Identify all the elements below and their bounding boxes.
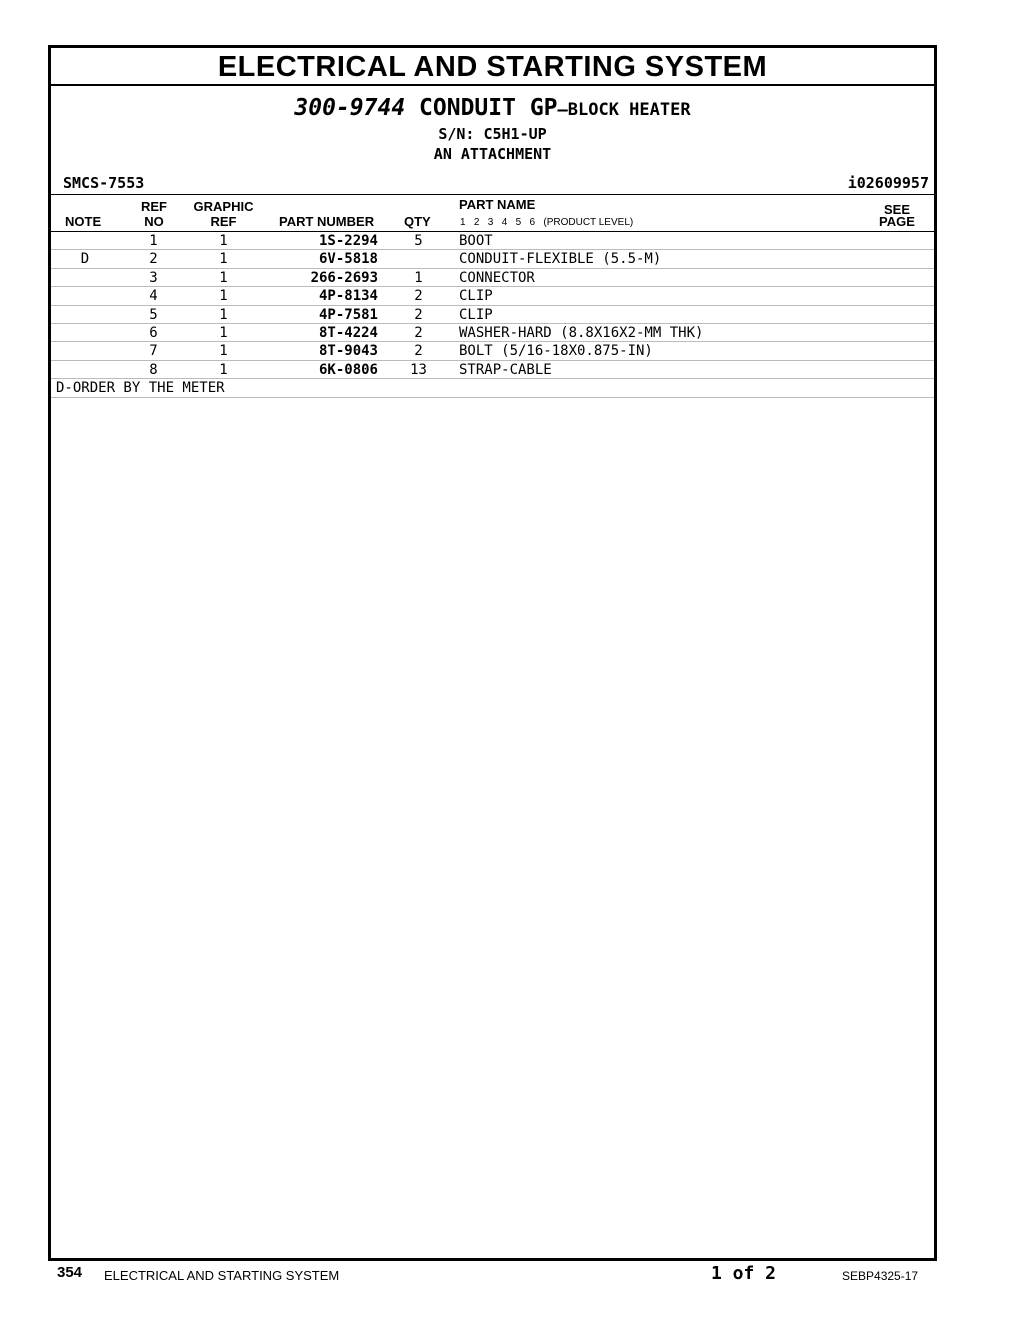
- table-row: [51, 287, 934, 305]
- part-number-cell: 266-2693: [310, 269, 378, 286]
- qty-cell: 2: [414, 288, 423, 305]
- ref-cell: 3: [149, 269, 158, 286]
- col-see-top: SEE: [883, 202, 910, 217]
- part-number-cell: 1S-2294: [318, 233, 378, 249]
- graphic-ref-cell: 1: [219, 361, 228, 378]
- group-type: AN ATTACHMENT: [433, 145, 552, 163]
- footnote: D-ORDER BY THE METER: [56, 380, 225, 397]
- part-number-cell: 6V-5818: [318, 251, 378, 268]
- graphic-ref-cell: 1: [219, 343, 228, 360]
- qty-cell: 2: [414, 343, 423, 360]
- parts-table: [51, 232, 934, 398]
- table-row: [51, 342, 934, 360]
- col-ref-bottom: NO: [144, 214, 164, 229]
- col-part-number: PART NUMBER: [279, 214, 375, 229]
- graphic-ref-cell: 1: [219, 288, 228, 305]
- ref-cell: 4: [149, 288, 158, 305]
- graphic-ref-cell: 1: [219, 251, 228, 268]
- qty-cell: 2: [414, 324, 423, 341]
- part-name-cell: STRAP-CABLE: [459, 361, 552, 378]
- col-graphic-top: GRAPHIC: [193, 199, 254, 214]
- id-line: [51, 172, 934, 194]
- ref-cell: 5: [149, 306, 158, 323]
- qty-cell: 1: [414, 269, 423, 286]
- graphic-ref-cell: 1: [219, 233, 228, 249]
- page-of: 1 of 2: [711, 1263, 777, 1284]
- page-frame: [48, 45, 937, 1261]
- group-name: CONDUIT GP: [419, 95, 558, 121]
- table-row: [51, 250, 934, 268]
- qty-cell: 13: [410, 361, 427, 378]
- col-ref-top: REF: [141, 199, 167, 214]
- graphic-ref-cell: 1: [219, 306, 228, 323]
- table-header: [51, 194, 934, 232]
- part-number-cell: 4P-8134: [318, 288, 378, 305]
- part-number-cell: 8T-9043: [318, 343, 378, 360]
- qty-cell: 5: [414, 233, 423, 249]
- group-number: 300-9744: [294, 95, 406, 121]
- ref-cell: 6: [149, 324, 158, 341]
- part-name-cell: BOLT (5/16-18X0.875-IN): [459, 343, 653, 360]
- col-graphic-bottom: REF: [210, 214, 237, 229]
- part-name-cell: BOOT: [459, 233, 493, 249]
- table-row: [51, 361, 934, 379]
- ref-cell: 7: [149, 343, 158, 360]
- ref-cell: 8: [149, 361, 158, 378]
- section-title: ELECTRICAL AND STARTING SYSTEM: [51, 48, 934, 86]
- col-part-name: PART NAME: [459, 197, 536, 212]
- illustration-id: i02609957: [847, 174, 929, 192]
- col-product-levels: 1 2 3 4 5 6 (PRODUCT LEVEL): [460, 217, 634, 228]
- note-cell: D: [80, 251, 90, 268]
- part-name-cell: CONNECTOR: [459, 269, 535, 286]
- group-subtitle: –BLOCK HEATER: [557, 100, 691, 120]
- table-row: [51, 306, 934, 324]
- table-row: [51, 324, 934, 342]
- graphic-ref-cell: 1: [219, 324, 228, 341]
- col-see-bottom: PAGE: [879, 214, 915, 229]
- ref-cell: 1: [149, 233, 158, 249]
- footer-section: ELECTRICAL AND STARTING SYSTEM: [104, 1268, 340, 1283]
- part-name-cell: CLIP: [459, 306, 493, 323]
- footnote-row: [51, 379, 934, 397]
- graphic-ref-cell: 1: [219, 269, 228, 286]
- serial-range: S/N: C5H1-UP: [438, 125, 547, 143]
- group-title: [51, 94, 934, 124]
- page-number: 354: [57, 1264, 83, 1281]
- qty-cell: 2: [414, 306, 423, 323]
- col-note: NOTE: [65, 214, 102, 229]
- table-row: [51, 269, 934, 287]
- part-name-cell: CLIP: [459, 288, 493, 305]
- doc-id: SEBP4325-17: [842, 1269, 919, 1283]
- part-number-cell: 6K-0806: [318, 361, 378, 378]
- part-number-cell: 8T-4224: [318, 324, 378, 341]
- part-name-cell: WASHER-HARD (8.8X16X2-MM THK): [459, 324, 704, 341]
- part-name-cell: CONDUIT-FLEXIBLE (5.5-M): [459, 251, 662, 268]
- col-qty: QTY: [404, 214, 431, 229]
- smcs-code: SMCS-7553: [63, 174, 145, 192]
- ref-cell: 2: [149, 251, 158, 268]
- table-row: [51, 232, 934, 250]
- part-number-cell: 4P-7581: [318, 306, 378, 323]
